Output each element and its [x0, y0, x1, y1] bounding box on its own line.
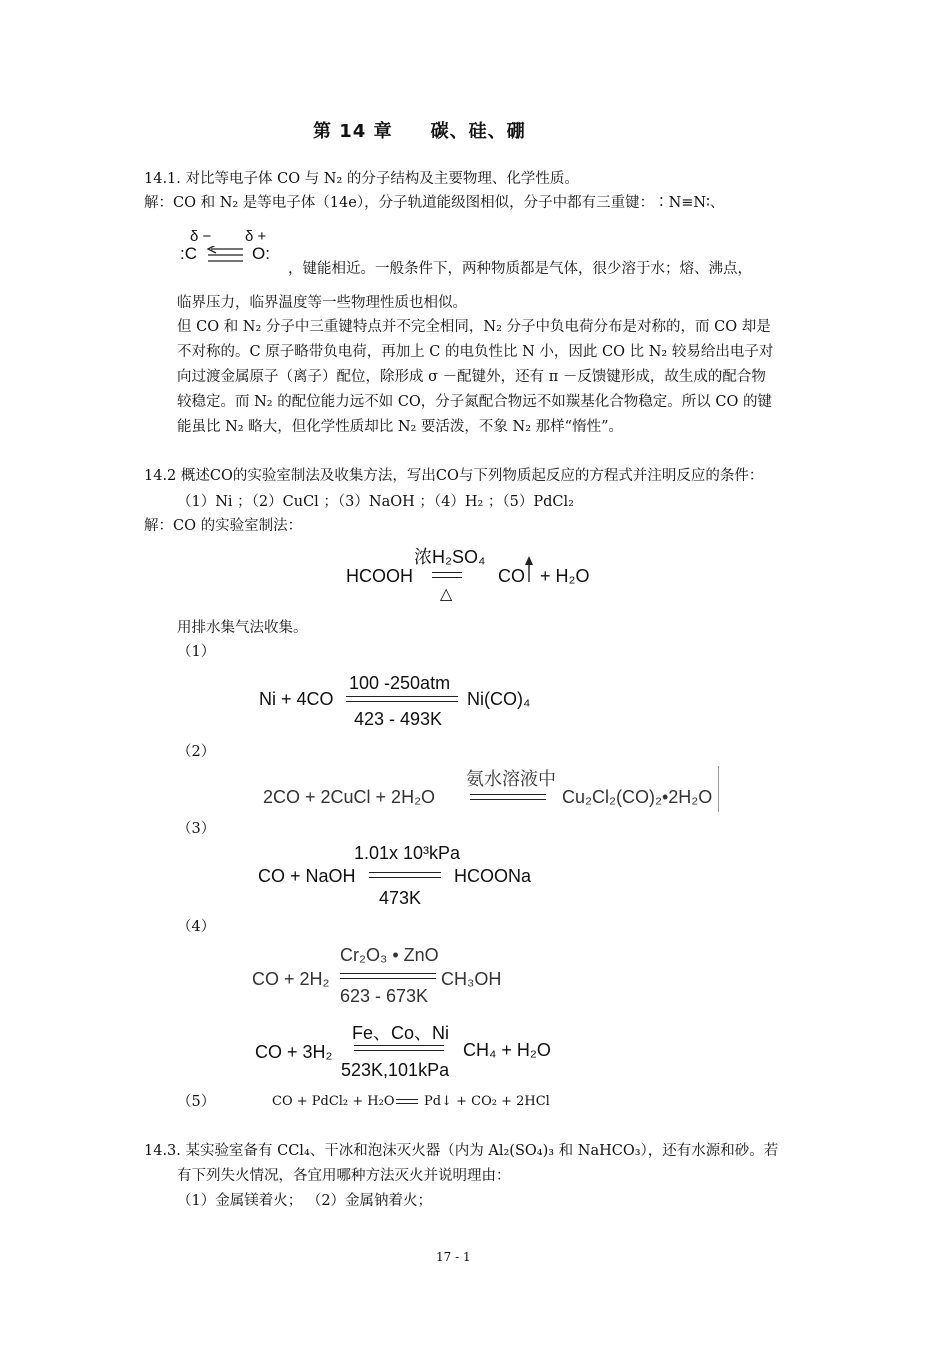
label-5: （5） — [177, 1094, 216, 1110]
eq2-left: 2CO + 2CuCl + 2H₂O — [263, 787, 436, 807]
eq4a-arrow — [340, 973, 436, 979]
page-title: 第 14 章 碳、硅、硼 — [313, 121, 526, 142]
eq1-condition-top: 100 -250atm — [349, 673, 451, 693]
eq4b-left: CO + 3H₂ — [255, 1042, 333, 1062]
answer-14-1-line6: 向过渡金属原子（离子）配位，除形成 σ －配键外，还有 π －反馈键形成，故生成的配合物 — [177, 369, 766, 385]
question-14-3-line2: 有下列失火情况，各宜用哪种方法灭火并说明理由： — [177, 1168, 511, 1184]
gas-up-arrow-icon — [524, 556, 534, 582]
eq5-equals — [396, 1099, 418, 1104]
eq1-condition-bottom: 423 - 493K — [354, 709, 443, 729]
eq5-left: CO + PdCl₂ + H₂O — [272, 1094, 395, 1109]
question-14-3: 14.3. 某实验室备有 CCl₄、干冰和泡沫灭火器（内为 Al₂(SO₄)₃ 和 NaHCO₃），还有水源和砂。若 — [144, 1143, 779, 1159]
eq1-right: Ni(CO)₄ — [467, 689, 531, 709]
triple-bond-arrow-icon — [205, 246, 245, 264]
label-4: （4） — [177, 919, 216, 935]
label-2: （2） — [177, 744, 216, 760]
eq2-frame-edge — [718, 766, 719, 812]
answer-14-1-line4: 但 CO 和 N₂ 分子中三重键特点并不完全相同，N₂ 分子中负电荷分布是对称的，而 CO 却是 — [177, 319, 771, 335]
eq-arrow — [432, 572, 462, 578]
answer-14-1-line7: 较稳定。而 N₂ 的配位能力远不如 CO，分子氮配合物远不如羰基化合物稳定。所以 CO 的键 — [177, 394, 773, 410]
label-1: （1） — [177, 644, 216, 660]
answer-14-1-line5: 不对称的。C 原子略带负电荷，再加上 C 的电负性比 N 小，因此 CO 比 N₂ 较易给出电子对 — [177, 344, 774, 360]
eq2-arrow — [470, 794, 546, 800]
question-14-2-items: （1）Ni ；（2）CuCl ；（3）NaOH ；（4）H₂ ；（5）PdCl₂ — [177, 494, 574, 510]
eq4b-right: CH₄ + H₂O — [463, 1040, 551, 1060]
eq4a-condition-bottom: 623 - 673K — [340, 986, 429, 1006]
answer-14-1-line2: ，键能相近。一般条件下，两种物质都是气体，很少溶于水；熔、沸点， — [288, 261, 752, 277]
answer-14-1-line8: 能虽比 N₂ 略大，但化学性质却比 N₂ 要活泼，不象 N₂ 那样“惰性”。 — [177, 419, 623, 435]
eq3-condition-top: 1.01x 10³kPa — [354, 843, 461, 863]
eq4b-condition-bottom: 523K,101kPa — [341, 1060, 450, 1080]
eq4a-condition-top: Cr₂O₃ • ZnO — [340, 945, 439, 965]
eq3-left: CO + NaOH — [258, 866, 356, 886]
label-3: （3） — [177, 821, 216, 837]
eq-condition-bottom: △ — [440, 586, 453, 603]
eq-product-rest: + H₂O — [540, 566, 590, 586]
eq5-right: Pd↓ + CO₂ + 2HCl — [424, 1094, 550, 1109]
eq-condition-top: 浓H₂SO₄ — [414, 547, 486, 567]
eq3-right: HCOONa — [454, 866, 532, 886]
eq2-condition-top: 氨水溶液中 — [466, 769, 556, 789]
eq3-condition-bottom: 473K — [379, 888, 422, 908]
eq2-right: Cu₂Cl₂(CO)₂•2H₂O — [562, 787, 713, 807]
carbon-atom: :C — [180, 244, 197, 263]
delta-plus-label: δ + — [245, 228, 267, 245]
eq4b-arrow — [354, 1045, 444, 1051]
eq1-arrow — [346, 696, 458, 702]
eq4a-right: CH₃OH — [441, 969, 502, 989]
eq4a-left: CO + 2H₂ — [252, 969, 330, 989]
eq3-arrow — [369, 872, 441, 878]
eq1-left: Ni + 4CO — [259, 689, 334, 709]
collection-method: 用排水集气法收集。 — [177, 620, 308, 636]
question-14-3-line3: （1）金属镁着火； （2）金属钠着火； — [177, 1193, 433, 1209]
eq4b-condition-top: Fe、Co、Ni — [352, 1023, 450, 1043]
question-14-1: 14.1. 对比等电子体 CO 与 N₂ 的分子结构及主要物理、化学性质。 — [144, 171, 579, 187]
answer-14-1-line3: 临界压力，临界温度等一些物理性质也相似。 — [177, 295, 467, 311]
answer-14-1-line1: 解：CO 和 N₂ 是等电子体（14e），分子轨道能级图相似，分子中都有三重键：∶N≡N∶、 — [144, 195, 725, 211]
eq-product-co: CO — [498, 566, 525, 586]
oxygen-atom: O: — [252, 244, 270, 263]
eq-left: HCOOH — [346, 566, 413, 586]
page-number: 17 - 1 — [436, 1250, 471, 1264]
question-14-2: 14.2 概述CO的实验室制法及收集方法，写出CO与下列物质起反应的方程式并注明反应的条件： — [144, 468, 764, 484]
answer-14-2: 解：CO 的实验室制法： — [144, 518, 303, 534]
delta-minus-label: δ − — [190, 228, 212, 245]
